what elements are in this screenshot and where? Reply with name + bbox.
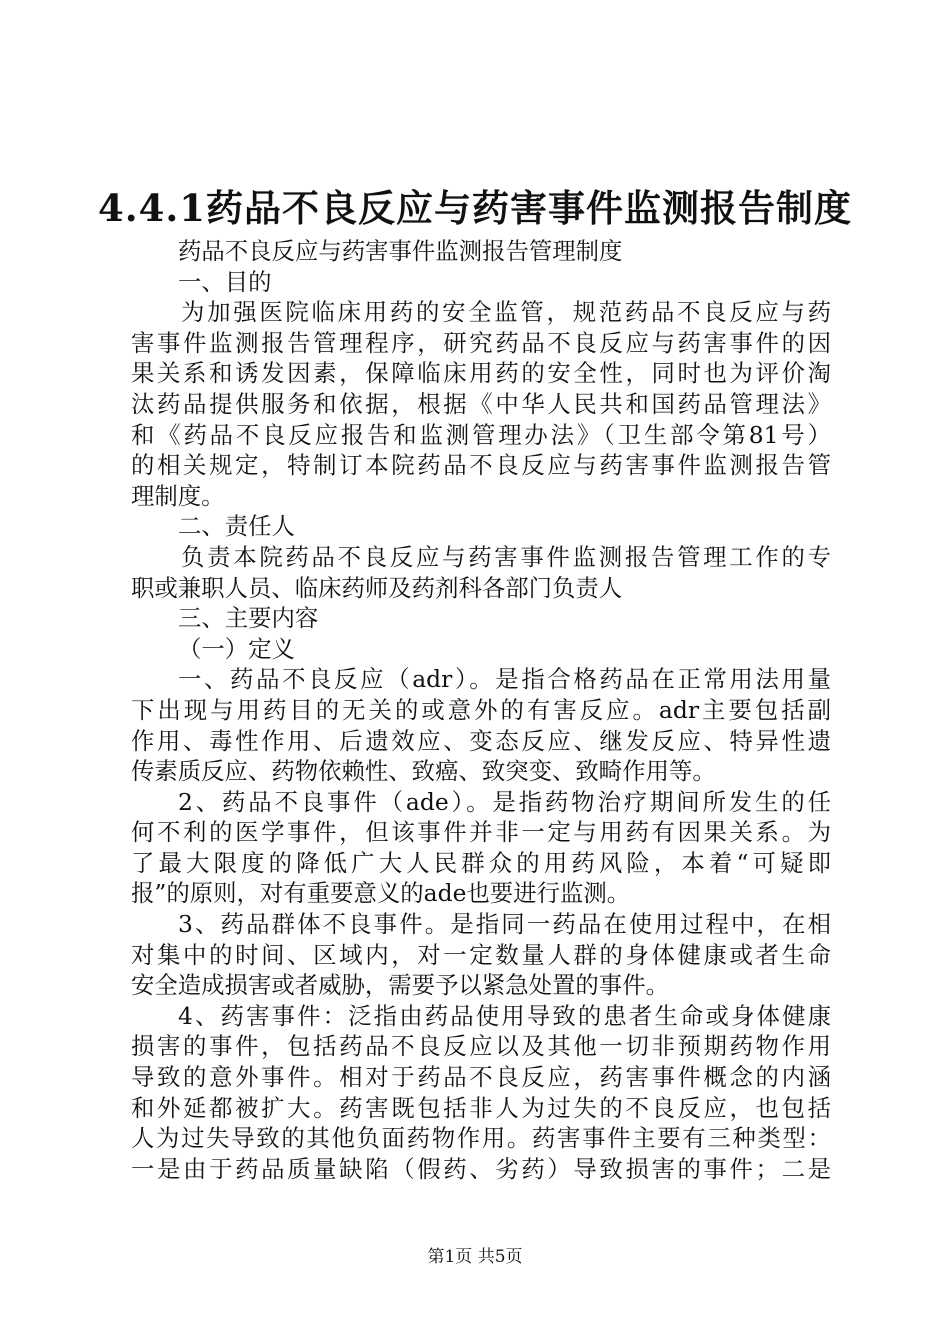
- body-line: 的相关规定，特制订本院药品不良反应与药害事件监测报告管: [131, 451, 831, 480]
- body-line: 果关系和诱发因素，保障临床用药的安全性，同时也为评价淘: [131, 359, 831, 388]
- body-line: 人为过失导致的其他负面药物作用。药害事件主要有三种类型：: [131, 1124, 831, 1153]
- body-line: 2、药品不良事件（ade）。是指药物治疗期间所发生的任: [178, 787, 831, 816]
- body-line: 负责本院药品不良反应与药害事件监测报告管理工作的专: [181, 542, 831, 571]
- body-line: 报”的原则，对有重要意义的ade也要进行监测。: [131, 879, 631, 908]
- body-line: 对集中的时间、区域内，对一定数量人群的身体健康或者生命: [131, 940, 831, 969]
- body-line: 传素质反应、药物依赖性、致癌、致突变、致畸作用等。: [131, 757, 716, 786]
- body-line: （一）定义: [178, 634, 295, 663]
- body-line: 作用、毒性作用、后遗效应、变态反应、继发反应、特异性遗: [131, 726, 831, 755]
- body-line: 为加强医院临床用药的安全监管，规范药品不良反应与药: [181, 298, 831, 327]
- body-line: 何不利的医学事件，但该事件并非一定与用药有因果关系。为: [131, 818, 831, 847]
- body-line: 导致的意外事件。相对于药品不良反应，药害事件概念的内涵: [131, 1063, 831, 1092]
- document-title: 4.4.1药品不良反应与药害事件监测报告制度: [98, 186, 852, 230]
- body-line: 一、目的: [178, 267, 272, 296]
- body-line: 安全造成损害或者威胁，需要予以紧急处置的事件。: [131, 971, 669, 1000]
- body-line: 理制度。: [131, 481, 225, 510]
- body-line: 害事件监测报告管理程序，研究药品不良反应与药害事件的因: [131, 328, 831, 357]
- body-line: 药品不良反应与药害事件监测报告管理制度: [178, 237, 623, 265]
- page-footer: 第1页 共5页: [427, 1247, 523, 1267]
- document-body: [131, 236, 831, 1184]
- body-line: 一、药品不良反应（adr）。是指合格药品在正常用法用量: [178, 665, 831, 694]
- body-line: 职或兼职人员、临床药师及药剂科各部门负责人: [131, 573, 623, 602]
- body-line: 下出现与用药目的无关的或意外的有害反应。adr主要包括副: [131, 695, 831, 724]
- body-line: 和外延都被扩大。药害既包括非人为过失的不良反应，也包括: [131, 1093, 831, 1122]
- body-line: 3、药品群体不良事件。是指同一药品在使用过程中，在相: [178, 910, 831, 939]
- body-line: 二、责任人: [178, 512, 295, 541]
- body-line: 4、药害事件：泛指由药品使用导致的患者生命或身体健康: [178, 1001, 831, 1030]
- body-line: 损害的事件，包括药品不良反应以及其他一切非预期药物作用: [131, 1032, 831, 1061]
- body-line: 和《药品不良反应报告和监测管理办法》（卫生部令第81号）: [131, 420, 831, 449]
- body-line: 了最大限度的降低广大人民群众的用药风险，本着“可疑即: [131, 848, 831, 877]
- body-line: 一是由于药品质量缺陷（假药、劣药）导致损害的事件；二是: [131, 1154, 831, 1183]
- body-line: 三、主要内容: [178, 604, 319, 633]
- body-line: 汰药品提供服务和依据，根据《中华人民共和国药品管理法》: [131, 389, 831, 418]
